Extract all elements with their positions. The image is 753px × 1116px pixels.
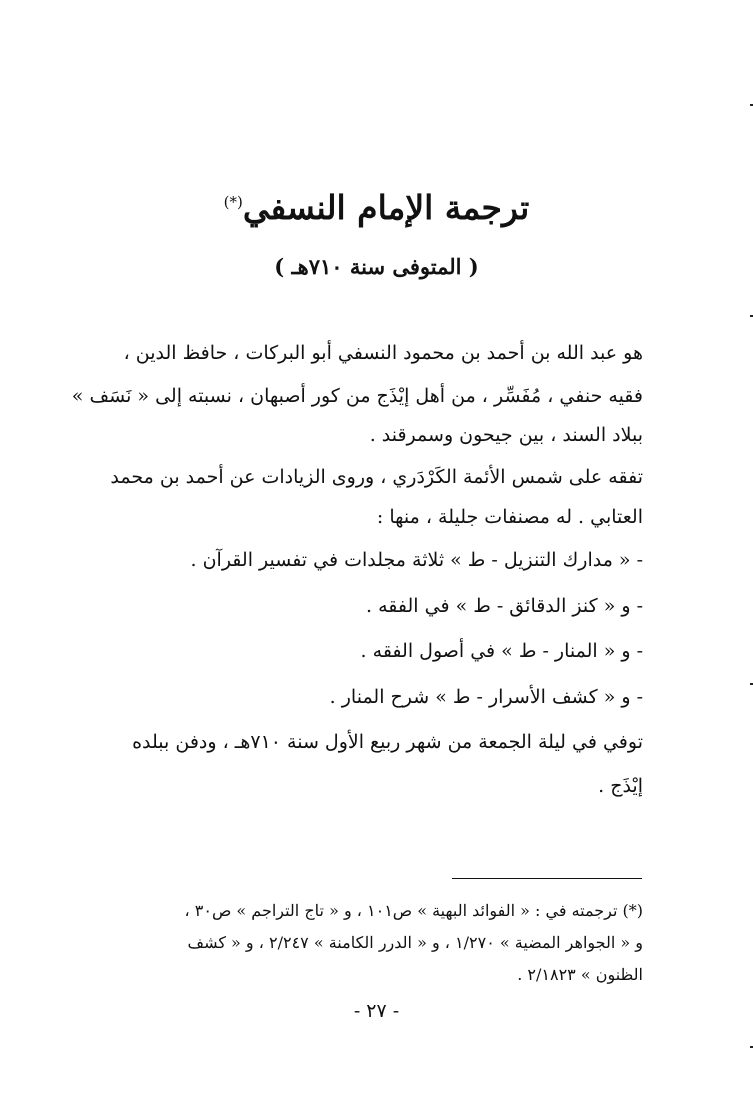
works-item-kanz: - و « كنز الدقائق - ط » في الفقه . xyxy=(366,595,643,617)
paragraph2-line1: تفقه على شمس الأئمة الكَرْدَري ، وروى الزيادات عن أحمد بن محمد xyxy=(110,466,643,488)
footnote-line1: (*) ترجمته في : « الفوائد البهية » ص١٠١ ، و « تاج التراجم » ص٣٠ ، xyxy=(184,901,643,920)
paragraph1-line1: هو عبد الله بن أحمد بن محمود النسفي أبو البركات ، حافظ الدين ، xyxy=(123,342,643,364)
works-item-manar: - و « المنار - ط » في أصول الفقه . xyxy=(360,640,643,662)
paragraph3-line1: توفي في ليلة الجمعة من شهر ربيع الأول سنة ٧١٠هـ ، ودفن ببلده xyxy=(132,731,643,753)
paragraph1-line2: فقيه حنفي ، مُفَسِّر ، من أهل إيْذَج من كور أصبهان ، نسبته إلى « نَسَف » xyxy=(71,385,643,407)
page-title xyxy=(0,188,753,227)
works-item-kashf: - و « كشف الأسرار - ط » شرح المنار . xyxy=(329,686,643,708)
footnote-line3: الظنون » ٢/١٨٢٣ . xyxy=(517,965,643,984)
works-item-madarik: - « مدارك التنزيل - ط » ثلاثة مجلدات في تفسير القرآن . xyxy=(190,549,643,571)
footnote-divider xyxy=(452,878,642,879)
title-text: ترجمة الإمام النسفي xyxy=(242,188,530,227)
page-number: - ٢٧ - xyxy=(353,1000,400,1022)
paragraph3-line2: إيْذَج . xyxy=(598,775,643,797)
footnote-line2: و « الجواهر المضية » ١/٢٧٠ ، و « الدرر الكامنة » ٢/٢٤٧ ، و « كشف xyxy=(187,933,643,952)
paragraph1-line3: ببلاد السند ، بين جيحون وسمرقند . xyxy=(369,424,643,446)
death-year-subtitle: ( المتوفى سنة ٧١٠هـ ) xyxy=(274,254,479,279)
paragraph2-line2: العتابي . له مصنفات جليلة ، منها : xyxy=(376,506,643,528)
title-footnote-marker: (*) xyxy=(223,193,243,211)
